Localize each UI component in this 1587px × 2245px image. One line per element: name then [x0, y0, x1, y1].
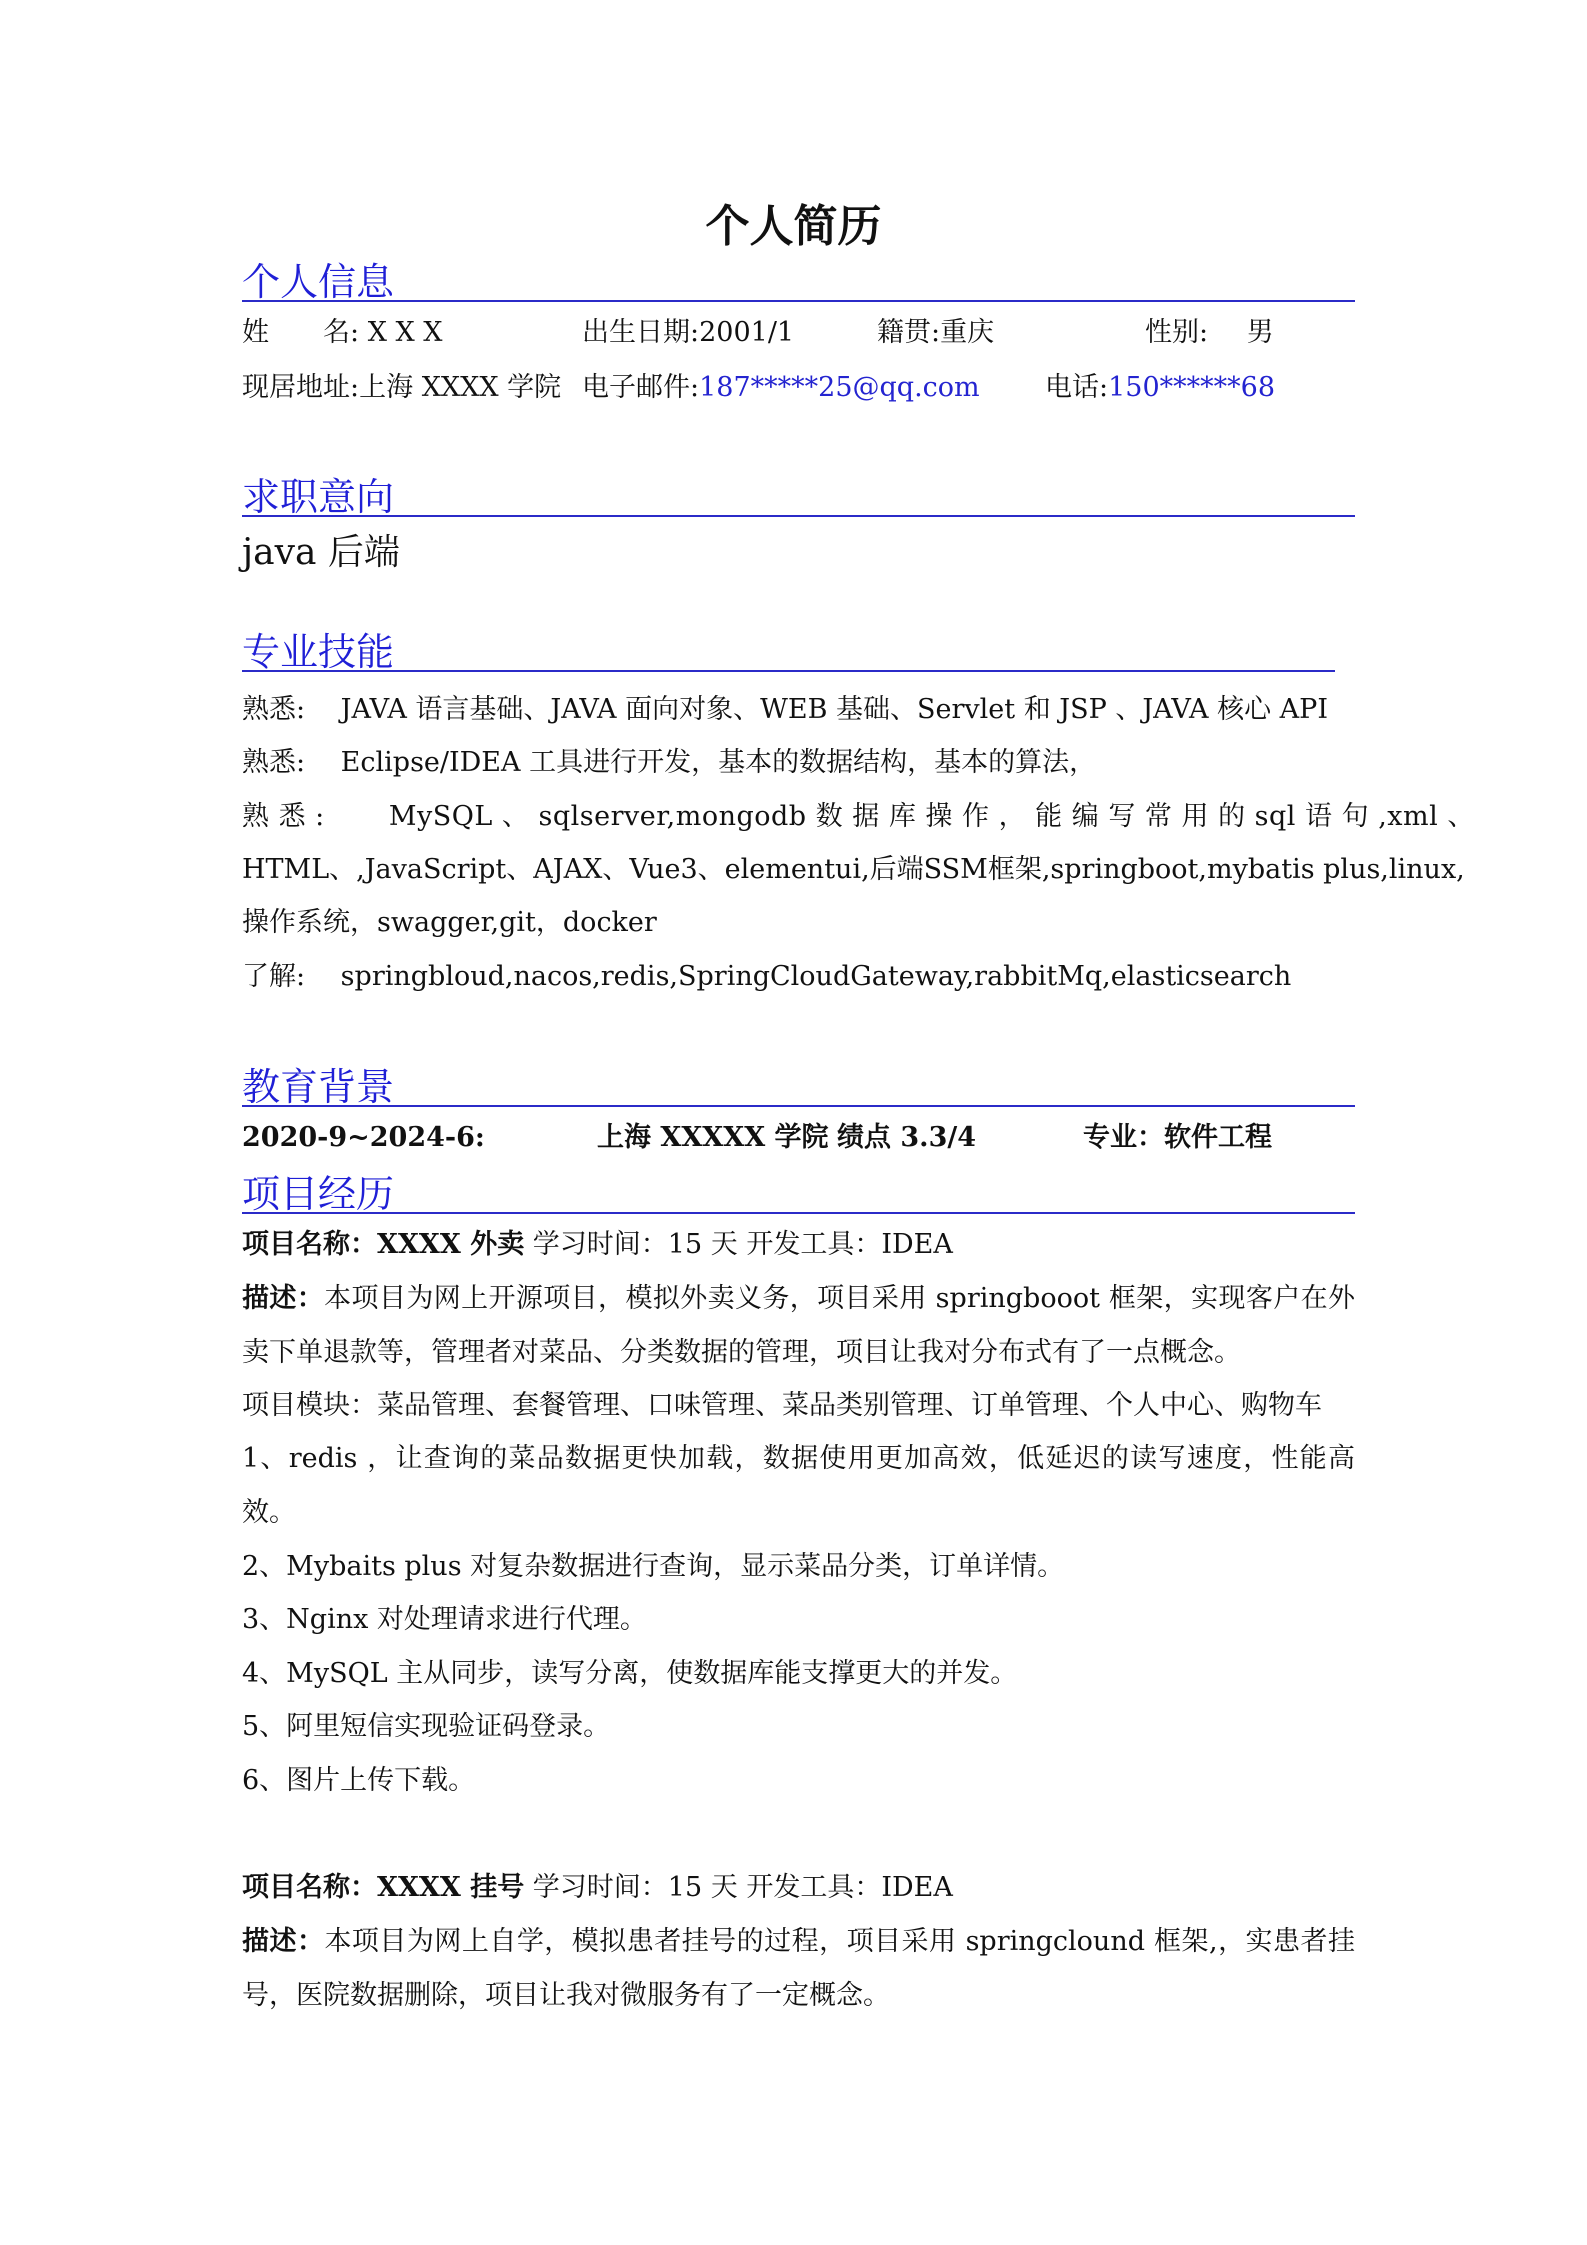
section-education	[242, 1055, 1355, 1107]
email-field	[582, 371, 980, 405]
edu-major: 专业：软件工程	[1083, 1122, 1272, 1153]
gender-value: 男	[1246, 317, 1274, 348]
phone-label: 电话:	[1045, 372, 1109, 403]
phone-field	[1045, 371, 1275, 405]
project2-meta: 学习时间：15 天 开发工具：IDEA	[532, 1872, 953, 1903]
birth-field	[582, 316, 794, 350]
edu-period: 2020-9~2024-6:	[242, 1122, 485, 1153]
section-title-personal: 个人信息	[242, 260, 395, 304]
project1-desc: 本项目为网上开源项目，模拟外卖义务，项目采用 springbooot 框架，实现客户在外卖下单退款等，管理者对菜品、分类数据的管理，项目让我对分布式有了一点概念。	[242, 1283, 1356, 1368]
section-personal	[242, 250, 1355, 302]
origin-label: 籍贯:	[877, 317, 941, 348]
project2-desc: 本项目为网上自学，模拟患者挂号的过程，项目采用 springclound 框架,，实患者挂号，医院数据删除，项目让我对微服务有了一定概念。	[242, 1926, 1355, 2011]
project1-point-4: 4、MySQL 主从同步，读写分离，使数据库能支撑更大的并发。	[242, 1658, 1018, 1689]
skill-line-3: 熟 悉 : MySQL 、 sqlserver,mongodb 数 据 库 操 作 ， 能 编 写 常 用 的 sql 语 句 ,xml 、	[242, 801, 1475, 832]
skill-line-6: 了解: springbloud,nacos,redis,SpringCloudGateway,rabbitMq,elasticsearch	[242, 961, 1292, 992]
skill-line-2: 熟悉: Eclipse/IDEA 工具进行开发，基本的数据结构，基本的算法，	[242, 747, 1097, 778]
project1-point-5: 5、阿里短信实现验证码登录。	[242, 1711, 611, 1742]
email-link[interactable]: 187*****25@qq.com	[699, 372, 980, 403]
section-title-skills: 专业技能	[242, 630, 395, 674]
skill-line-1: 熟悉: JAVA 语言基础、JAVA 面向对象、WEB 基础、Servlet 和 JSP 、JAVA 核心 API	[242, 694, 1328, 725]
birth-label: 出生日期:	[582, 317, 700, 348]
address-value: 上海 XXXX 学院	[359, 372, 562, 403]
project1-description	[242, 1272, 1355, 1379]
project1-modules: 项目模块：菜品管理、套餐管理、口味管理、菜品类别管理、订单管理、个人中心、购物车	[242, 1390, 1322, 1421]
edu-school: 上海 XXXXX 学院	[597, 1122, 829, 1153]
section-skills	[242, 620, 1335, 672]
project1-point-3: 3、Nginx 对处理请求进行代理。	[242, 1604, 647, 1635]
project2-name: XXXX 挂号	[377, 1872, 525, 1903]
project1-point-6: 6、图片上传下载。	[242, 1765, 476, 1796]
name-label: 姓 名:	[242, 317, 360, 348]
project1-header	[242, 1228, 953, 1262]
gender-field	[1145, 316, 1274, 350]
project1-name-label: 项目名称：	[242, 1229, 377, 1260]
skill-line-5: 操作系统，swagger,git，docker	[242, 907, 657, 938]
edu-gpa: 绩点 3.3/4	[837, 1122, 977, 1153]
project2-header	[242, 1871, 953, 1905]
origin-value: 重庆	[940, 317, 995, 348]
address-field	[242, 371, 561, 405]
address-label: 现居地址:	[242, 372, 360, 403]
project1-name: XXXX 外卖	[377, 1229, 525, 1260]
job-intent: java 后端	[242, 532, 400, 573]
name-value: X X X	[367, 317, 443, 348]
page-title: 个人简历	[705, 201, 882, 252]
gender-label: 性别:	[1145, 317, 1209, 348]
section-title-intent: 求职意向	[242, 475, 395, 519]
phone-link[interactable]: 150******68	[1108, 372, 1276, 403]
section-projects	[242, 1162, 1355, 1214]
project2-description	[242, 1915, 1355, 2022]
email-label: 电子邮件:	[582, 372, 700, 403]
project1-point-2: 2、Mybaits plus 对复杂数据进行查询，显示菜品分类，订单详情。	[242, 1551, 1065, 1582]
section-title-projects: 项目经历	[242, 1172, 395, 1216]
origin-field	[877, 316, 994, 350]
project2-desc-label: 描述：	[242, 1926, 325, 1957]
project2-name-label: 项目名称：	[242, 1872, 377, 1903]
project1-desc-label: 描述：	[242, 1283, 325, 1314]
project1-point-1: 1、redis ，让查询的菜品数据更快加载，数据使用更加高效，低延迟的读写速度，性能高效。	[242, 1443, 1355, 1528]
name-row	[242, 316, 443, 350]
birth-value: 2001/1	[699, 317, 795, 348]
section-intent	[242, 465, 1355, 517]
project1-meta: 学习时间：15 天 开发工具：IDEA	[532, 1229, 953, 1260]
skill-line-4: HTML、,JavaScript、AJAX、Vue3、elementui,后端SSM框架,springboot,mybatis plus,linux,	[242, 854, 1465, 885]
section-title-education: 教育背景	[242, 1065, 395, 1109]
